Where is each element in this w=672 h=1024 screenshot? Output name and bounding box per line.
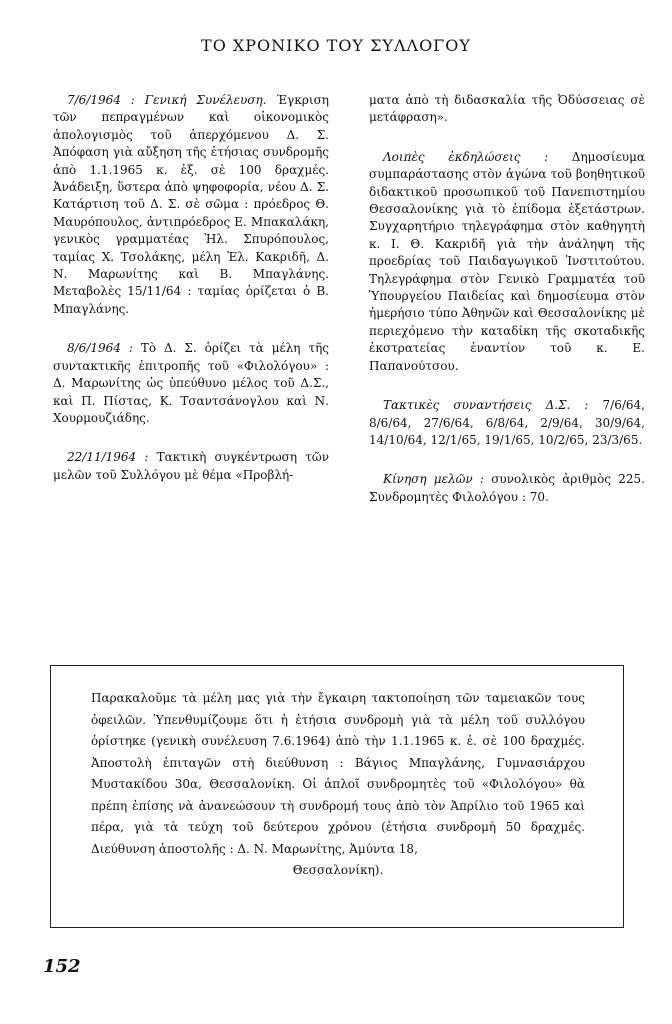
left-column [53,92,329,506]
entry-date-label: 7/6/1964 : Γενική Συνέλευση. [67,93,267,107]
entry-heading-label: Κίνηση μελῶν : [383,472,484,487]
right-column [369,92,645,528]
entry-text: Έγκριση τῶν πεπραγμένων καὶ οἰκονομικὸς ἀπολογισμὸς τοῦ ἀπερχόμενου Δ. Σ. Ἀπόφαση γιὰ αὔξηση τῆς ἐτήσιας συνδρομῆς ἀπὸ 1.1.1965 κ. ἑξ. σὲ 100 δραχμές. Ἀνάδειξη, ὕστερα ἀπὸ ψηφοφορία, νέου Δ. Σ. Κατάρτιση τοῦ Δ. Σ. σὲ σῶμα : πρόεδρος Θ. Μαυρόπουλος, ἀντιπρόεδρος Ε. Μπακαλάκη, γενικὸς γραμματέας Ἠλ. Σπυρόπουλος, ταμίας Χ. Τσολάκης, μέλη Ἐλ. Κακριδῆ, Δ. Ν. Μαρωνίτης καὶ Β. Μπαγλάνης. Μεταβολὲς 15/11/64 : ταμίας ὁρίζεται ὁ Β. Μπαγλάνης. [53,93,329,316]
entry-heading-label: Λοιπὲς ἐκδηλώσεις : [383,149,549,164]
notice-box [50,665,624,928]
entry-date-label: 22/11/1964 : [67,450,149,465]
page-number: 152 [43,956,81,977]
chronicle-entry [53,340,329,427]
entry-text: συνολικὸς ἀριθμὸς 225. Συνδρομητὲς Φιλολόγου : 70. [369,472,645,504]
notice-text [91,688,585,882]
page-title: ΤΟ ΧΡΟΝΙΚΟ ΤΟΥ ΣΥΛΛΟΓΟΥ [201,36,471,55]
notice-last-line: Θεσσαλονίκη). [292,863,384,877]
entry-heading-label: Τακτικὲς συναντήσεις Δ.Σ. : [383,398,589,413]
chronicle-entry [369,471,645,506]
chronicle-entry [53,92,329,318]
chronicle-entry-continuation [369,92,645,127]
chronicle-entry [369,149,645,375]
entry-text: 7/6/64, 8/6/64, 27/6/64, 6/8/64, 2/9/64, 30/9/64, 14/10/64, 12/1/65, 19/1/65, 10/2/65, 23/3/65. [369,398,645,447]
entry-text: ματα ἀπὸ τὴ διδασκαλία τῆς Ὀδύσσειας σὲ μετάφραση». [369,93,645,125]
chronicle-entry [53,449,329,484]
chronicle-entry [369,397,645,449]
entry-text: Τὸ Δ. Σ. ὁρίζει τὰ μέλη τῆς συντακτικῆς ἐπιτροπῆς τοῦ «Φιλολόγου» : Δ. Μαρωνίτης ὡς ὑπεύθυνο μέλος τοῦ Δ.Σ., καὶ Π. Πίστας, Κ. Τσαντσάνογλου καὶ Ν. Χουρμουζιάδης. [53,341,329,425]
entry-date-label: 8/6/1964 : [67,341,133,356]
notice-body: Παρακαλοῦμε τὰ μέλη μας γιὰ τὴν ἔγκαιρη τακτοποίηση τῶν ταμειακῶν τους ὀφειλῶν. Ὑπενθυμίζουμε ὅτι ἡ ἐτήσια συνδρομὴ γιὰ τὰ μέλη τοῦ συλλόγου ὁρίστηκε (γενικὴ συνέλευση 7.6.1964) ἀπὸ τὴν 1.1.1965 κ. ἑ. σὲ 100 δραχμές. Ἀποστολὴ ἐπιταγῶν στὴ διεύθυνση : Βάγιος Μπαγλάνης, Γυμνασιάρχου Μυστακίδου 30α, Θεσσαλονίκη. Οἱ ἁπλοῖ συνδρομητὲς τοῦ «Φιλολόγου» θὰ πρέπη ἐπίσης νὰ ἀνανεώσουν τὴ συνδρομή τους ἀπὸ τὸν Ἀπρίλιο τοῦ 1965 καὶ πέρα, γιὰ τὰ τεύχη τοῦ δεύτερου χρόνου (ἐτήσια συνδρομὴ 50 δραχμές. Διεύθυνση ἀποστολῆς : Δ. Ν. Μαρωνίτης, Ἀμύντα 18, [91,691,585,856]
entry-text: Δημοσίευμα συμπαράστασης στὸν ἀγώνα τοῦ βοηθητικοῦ διδακτικοῦ προσωπικοῦ τοῦ Πανεπιστημίου Θεσσαλονίκης γιὰ τὸ ἐπίδομα ἐξετάστρων. Συγχαρητήριο τηλεγράφημα στὸν καθηγητὴ κ. Ι. Θ. Κακριδῆ γιὰ τὴν ἀνάληψη τῆς προεδρίας τοῦ Παιδαγωγικοῦ Ἰνστιτούτου. Τηλεγράφημα στὸν Γενικὸ Γραμματέα τοῦ Ὑπουργείου Παιδείας καὶ δημοσίευμα στὸν ἡμερήσιο τύπο Ἀθηνῶν καὶ Θεσσαλονίκης μὲ περιεχόμενο τὴν καταδίκη τῆς σκοταδικῆς ἐκστρατείας ἐναντίον τοῦ κ. Ε. Παπανούτσου. [369,149,645,373]
entry-text: Τακτικὴ συγκέντρωση τῶν μελῶν τοῦ Συλλόγου μὲ θέμα «Προβλή- [53,450,329,482]
